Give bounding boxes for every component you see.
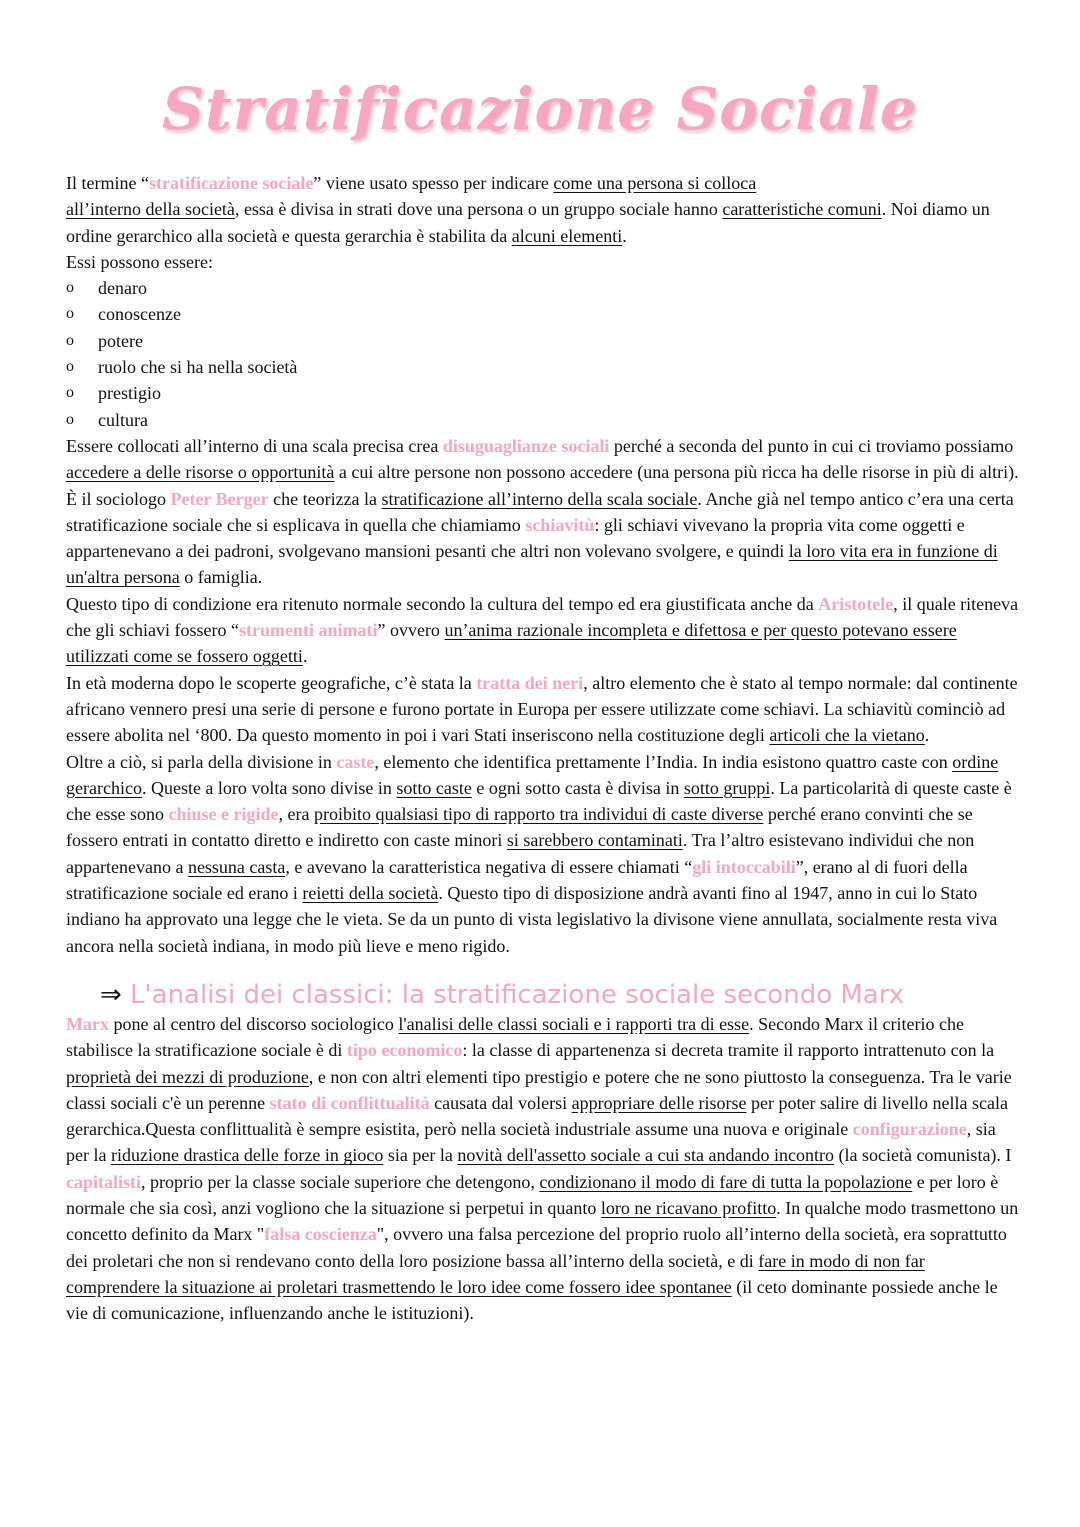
- underlined-phrase: appropriare delle risorse: [571, 1092, 747, 1113]
- underlined-phrase: all’interno della società: [66, 199, 235, 220]
- underlined-phrase: l'analisi delle classi sociali e i rapporti tra di esse: [398, 1013, 750, 1034]
- highlight-term: gli intoccabili: [692, 856, 796, 877]
- highlight-term: Marx: [66, 1013, 109, 1034]
- underlined-phrase: reietti della società: [302, 883, 439, 904]
- text: perché a seconda del punto in cui ci troviamo possiamo: [609, 435, 1014, 456]
- underlined-phrase: nessuna casta: [187, 856, 286, 877]
- text: causata dal volersi: [429, 1092, 572, 1113]
- highlight-term: capitalisti: [66, 1171, 141, 1192]
- text: sia per la: [383, 1145, 458, 1166]
- highlight-term: schiavitù: [525, 514, 595, 535]
- underlined-phrase: ordine gerarchico: [66, 751, 999, 798]
- section-title: L'analisi dei classici: la stratificazione sociale secondo Marx: [130, 979, 905, 1010]
- text: . Secondo Marx il criterio che stabilisce la stratificazione sociale è di: [66, 1013, 964, 1061]
- bullet-icon: o: [66, 410, 74, 428]
- list-item-label: ruolo che si ha nella società: [98, 357, 298, 378]
- underlined-phrase: proprietà dei mezzi di produzione: [66, 1066, 309, 1087]
- underlined-phrase: sotto caste: [396, 777, 472, 798]
- paragraph-marx: [66, 1011, 1020, 1327]
- underlined-phrase: articoli che la vietano: [769, 725, 925, 746]
- highlight-term: chiuse e rigide: [168, 804, 279, 825]
- underlined-phrase: si sarebbero contaminati: [506, 830, 683, 851]
- highlight-term: Peter Berger: [170, 488, 269, 509]
- underlined-phrase: come una persona si colloca: [553, 173, 757, 193]
- text: . Tra l’altro esistevano individui che non appartenevano a: [66, 830, 975, 877]
- list-item-label: prestigio: [98, 383, 161, 404]
- text: , altro elemento che è stato al tempo normale: dal continente africano vennero presi una serie di persone e furono portate in Europa per essere utilizzate come schiavi. La schiavitù cominciò ad essere abolita nel ‘800. Da questo momento in poi i vari Stati inseriscono nella costituzione degli: [66, 672, 1018, 746]
- text: .: [302, 646, 308, 667]
- text: , sia per la: [66, 1119, 996, 1166]
- text: , e avevano la caratteristica negativa di essere chiamati “: [285, 856, 693, 877]
- text: per poter salire di livello nella scala gerarchica.Questa conflittualità è sempre esistita, però nella società industriale assume una nuova e originale: [66, 1092, 1008, 1140]
- text: che teorizza la: [268, 488, 382, 509]
- text: e ogni sotto casta è divisa in: [471, 777, 684, 798]
- text: Questo tipo di condizione era ritenuto normale secondo la cultura del tempo ed era giustificata anche da: [66, 593, 819, 614]
- underlined-phrase: condizionano il modo di fare di tutta la popolazione: [539, 1171, 913, 1192]
- paragraph-intro: [66, 170, 1020, 249]
- text: Il termine “: [66, 173, 149, 193]
- section-heading: [100, 979, 1020, 1011]
- list-item: [66, 275, 1020, 301]
- bullet-icon: o: [66, 384, 74, 402]
- text: .: [622, 225, 627, 246]
- text: . Noi diamo un ordine gerarchico alla società e questa gerarchia è stabilita da: [66, 199, 990, 246]
- text: ” ovvero: [377, 620, 445, 641]
- text: Oltre a ciò, si parla della divisione in: [66, 751, 337, 772]
- text: o famiglia.: [179, 567, 263, 588]
- highlight-term: disuguaglianze sociali: [442, 435, 610, 456]
- underlined-phrase: stratificazione all’interno della scala sociale: [381, 488, 698, 509]
- highlight-term: stratificazione sociale: [148, 173, 314, 193]
- underlined-phrase: novità dell'assetto sociale a cui sta andando incontro: [457, 1145, 834, 1166]
- underlined-phrase: alcuni elementi: [511, 225, 623, 246]
- underlined-phrase: la loro vita era in funzione di un'altra persona: [66, 541, 998, 588]
- underlined-phrase: sotto gruppi: [683, 777, 771, 798]
- underlined-phrase: accedere a delle risorse o opportunità: [66, 462, 335, 483]
- text: (la società comunista). I: [833, 1145, 1012, 1166]
- text: . Questo tipo di disposizione andrà avanti fino al 1947, anno in cui lo Stato indiano ha approvato una legge che le vieta. Se da un punto di vista legislativo la divisone viene annullata, socialmente resta viva ancora nella società indiana, in modo più lieve e meno rigido.: [66, 883, 998, 956]
- text: a cui altre persone non possono accedere (una persona più ricca ha delle risorse in più di altri). È il sociologo: [66, 462, 1019, 509]
- highlight-term: Aristotele: [818, 593, 894, 614]
- highlight-term: strumenti animati: [238, 620, 378, 641]
- text: ” viene usato spesso per indicare: [313, 173, 554, 193]
- underlined-phrase: riduzione drastica delle forze in gioco: [110, 1145, 384, 1166]
- text: perché erano convinti che se fossero entrati in contatto diretto e indiretto con caste minori: [66, 804, 973, 851]
- paragraph-disuguaglianze: [66, 433, 1020, 591]
- arrow-icon: ⇒: [100, 979, 122, 1010]
- list-item: [66, 380, 1020, 406]
- list-item: [66, 328, 1020, 354]
- page-title: Stratificazione Sociale: [162, 75, 918, 143]
- highlight-term: falsa coscienza: [264, 1224, 377, 1245]
- list-item-label: potere: [98, 330, 143, 351]
- text: In età moderna dopo le scoperte geografiche, c’è stata la: [66, 672, 477, 693]
- list-item: [66, 301, 1020, 327]
- text: : la classe di appartenenza si decreta tramite il rapporto intrattenuto con la: [462, 1040, 995, 1061]
- underlined-phrase: proibito qualsiasi tipo di rapporto tra individui di caste diverse: [313, 804, 764, 825]
- bullet-icon: o: [66, 279, 74, 297]
- text: : gli schiavi vivevano la propria vita come oggetti e appartenevano a dei padroni, svolgevano mansioni pesanti che altri non volevano svolgere, e quindi: [66, 514, 965, 562]
- text: ", ovvero una falsa percezione del proprio ruolo all’interno della società, era soprattutto dei proletari che non si rendevano conto della loro posizione bassa all’interno della società, e di: [66, 1224, 1007, 1271]
- text: e per loro è normale che sia così, anzi vogliono che la situazione si perpetui in quanto: [66, 1171, 999, 1218]
- highlight-term: tipo economico: [346, 1040, 463, 1061]
- text: , proprio per la classe sociale superiore che detengono,: [141, 1171, 540, 1192]
- elements-list: [66, 275, 1020, 433]
- highlight-term: caste: [336, 751, 375, 772]
- list-item-label: denaro: [98, 278, 147, 299]
- list-item: [66, 407, 1020, 433]
- document-body: [66, 170, 1020, 1326]
- list-item-label: cultura: [98, 409, 148, 430]
- underlined-phrase: un’anima razionale incompleta e difettosa e per questo potevano essere utilizzati come se fossero oggetti: [66, 620, 957, 667]
- list-item-label: conoscenze: [98, 304, 181, 325]
- text: Essere collocati all’interno di una scala precisa crea: [66, 435, 443, 456]
- bullet-icon: o: [66, 305, 74, 323]
- list-intro: Essi possono essere:: [66, 251, 213, 272]
- text: pone al centro del discorso sociologico: [108, 1013, 399, 1034]
- highlight-term: configurazione: [852, 1119, 967, 1140]
- text: . Anche già nel tempo antico c’era una certa stratificazione sociale che si esplicava in quella che chiamiamo: [66, 488, 1014, 535]
- text: , il quale riteneva che gli schiavi fossero “: [66, 593, 1019, 641]
- highlight-term: tratta dei neri: [476, 672, 584, 693]
- bullet-icon: o: [66, 331, 74, 349]
- text: , e non con altri elementi tipo prestigio e potere che ne sono piuttosto la conseguenza. Tra le varie classi sociali c'è un perenne: [66, 1066, 1012, 1113]
- text: . La particolarità di queste caste è che esse sono: [66, 777, 1012, 825]
- text: , essa è divisa in strati dove una persona o un gruppo sociale hanno: [234, 199, 723, 220]
- text: ”, erano al di fuori della stratificazione sociale ed erano i: [66, 856, 968, 904]
- underlined-phrase: fare in modo di non far comprendere la situazione ai proletari trasmettendo le loro idee come fossero idee spontanee: [66, 1250, 925, 1297]
- underlined-phrase: loro ne ricavano profitto: [600, 1197, 777, 1218]
- list-item: [66, 354, 1020, 380]
- paragraph-caste: [66, 749, 1020, 959]
- text: . In qualche modo trasmettono un concetto definito da Marx ": [66, 1197, 1019, 1245]
- paragraph-tratta: [66, 670, 1020, 749]
- bullet-icon: o: [66, 358, 74, 376]
- text: (il ceto dominante possiede anche le vie di comunicazione, influenzando anche le istituzioni).: [66, 1276, 998, 1324]
- text: . Queste a loro volta sono divise in: [141, 777, 397, 798]
- underlined-phrase: caratteristiche comuni: [722, 199, 882, 220]
- text: , elemento che identifica prettamente l’India. In india esistono quattro caste con: [374, 751, 953, 772]
- highlight-term: stato di conflittualità: [269, 1092, 430, 1113]
- text: , era: [278, 804, 314, 825]
- text: .: [924, 725, 930, 746]
- paragraph-aristotele: [66, 591, 1020, 670]
